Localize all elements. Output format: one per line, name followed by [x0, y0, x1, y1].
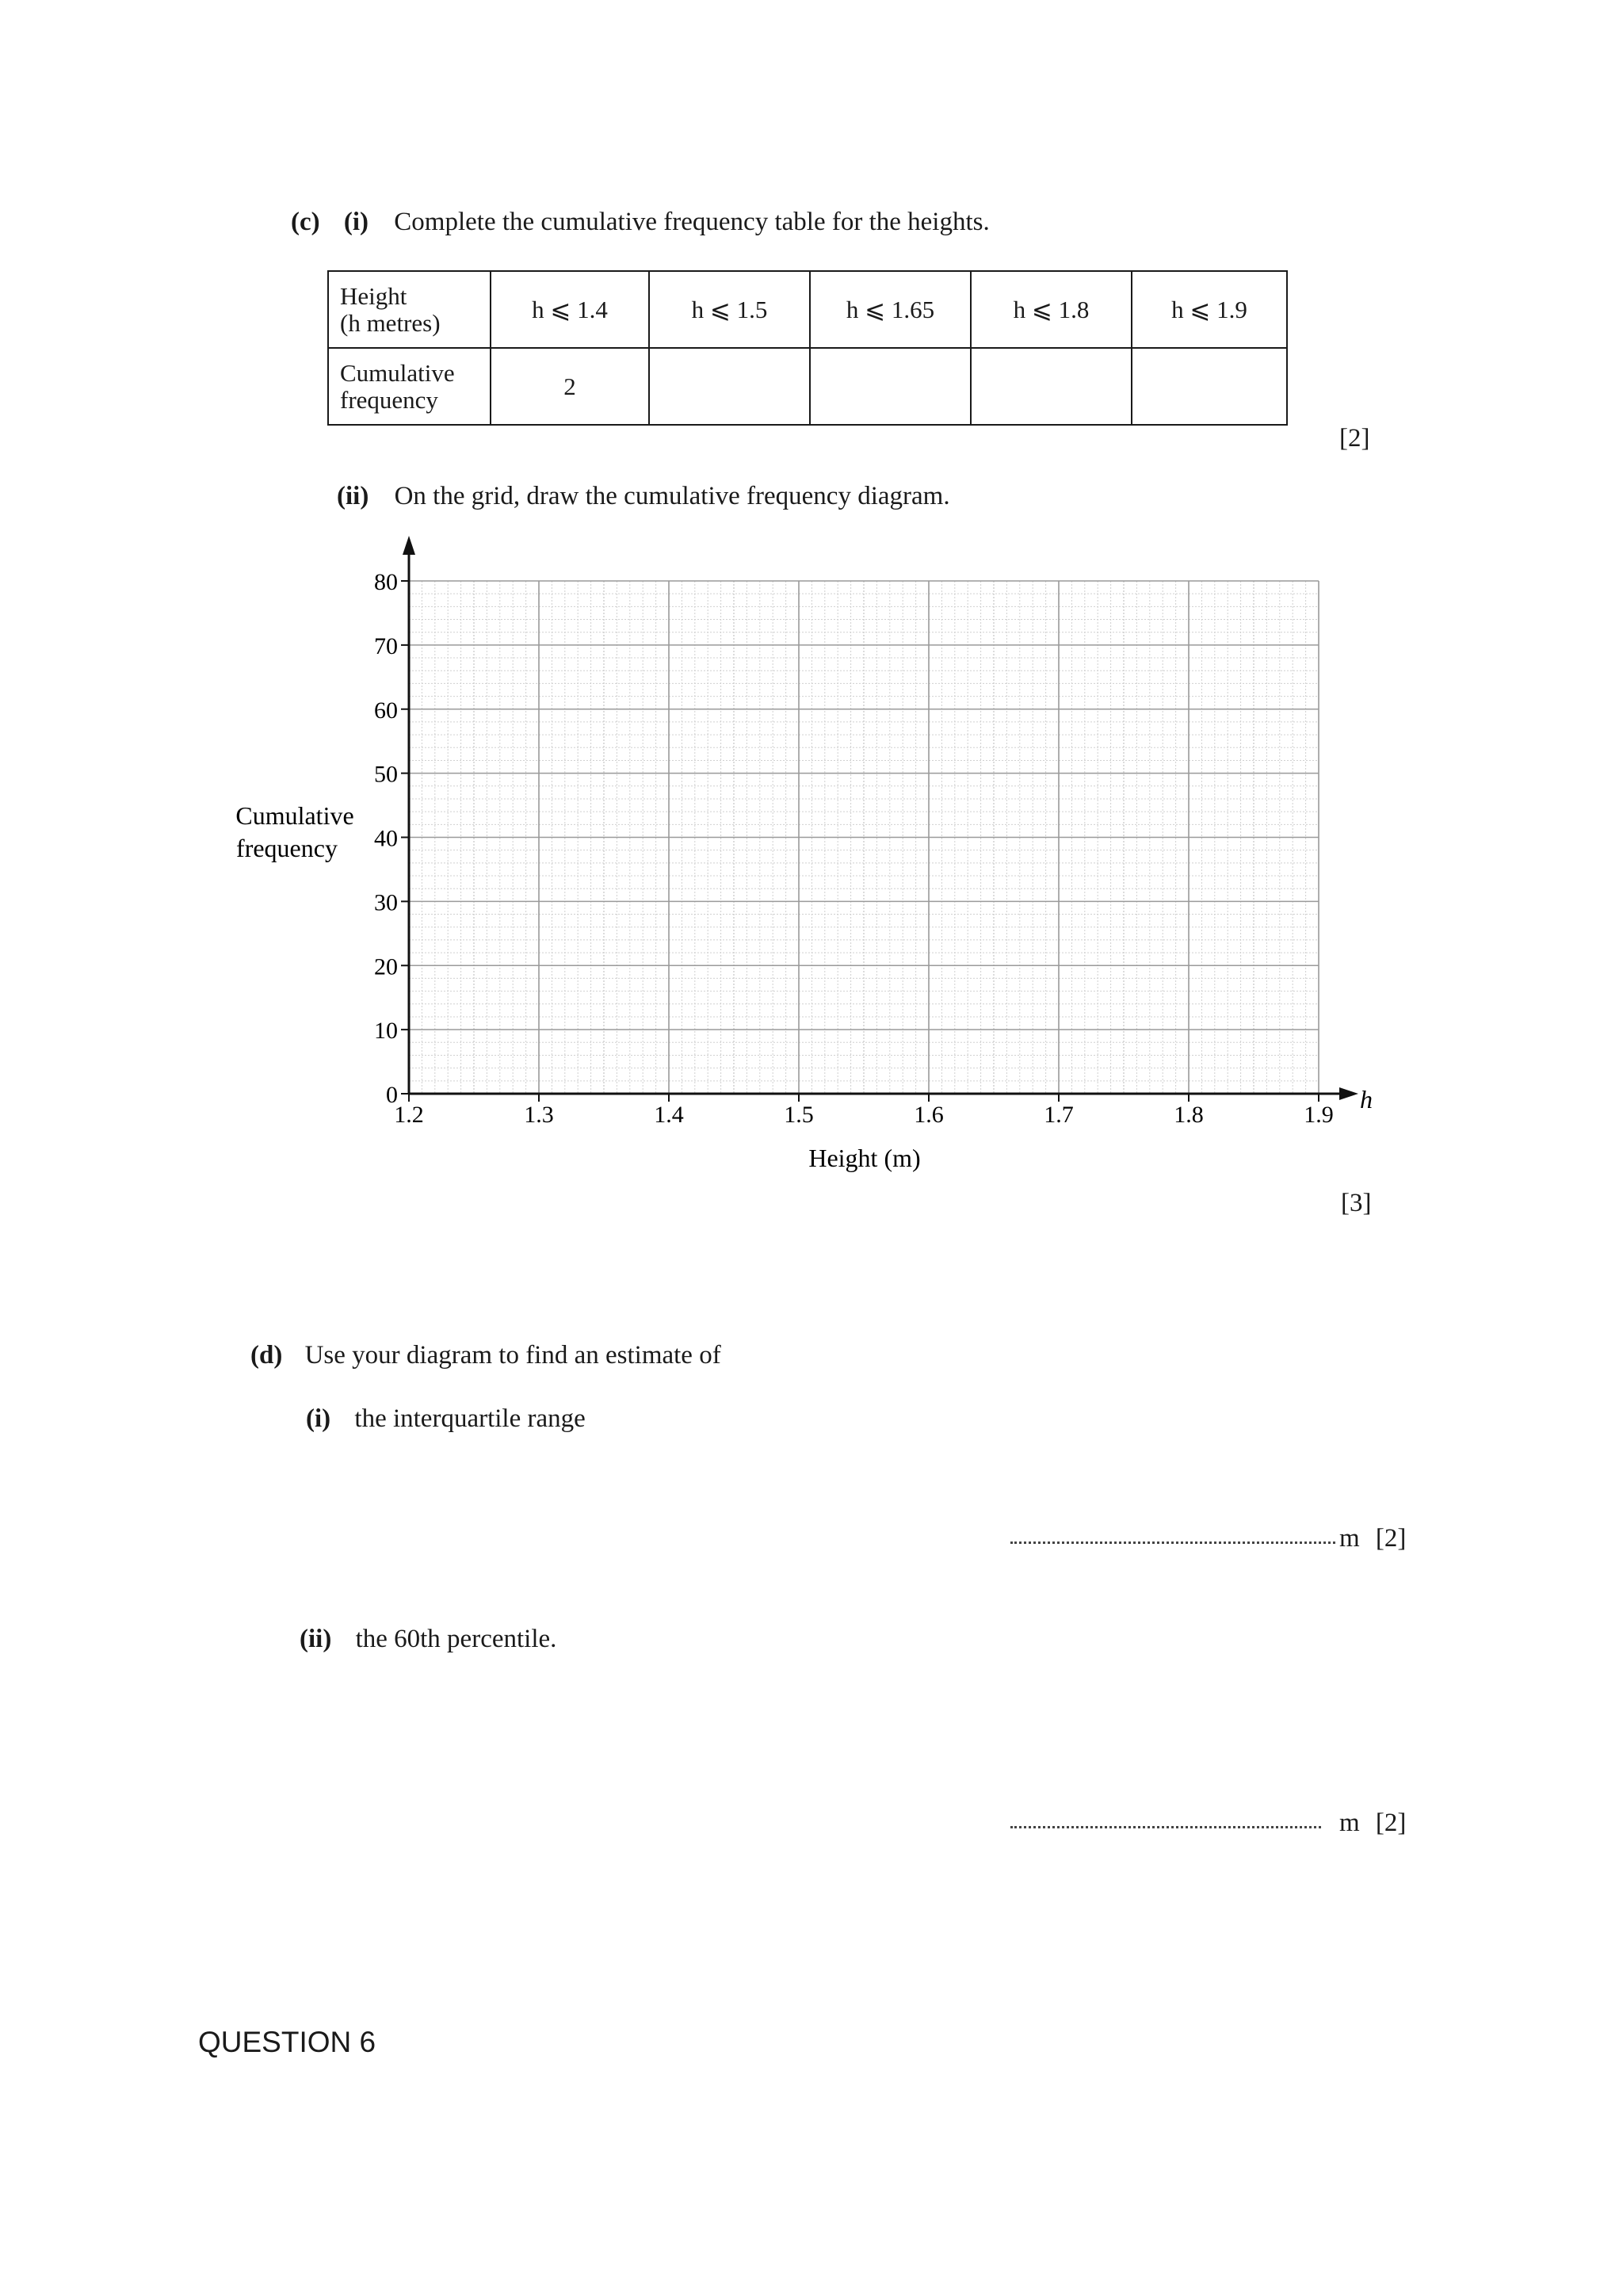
table-header-cell: h ⩽ 1.65	[810, 271, 971, 348]
part-d-ii-question	[300, 1625, 556, 1654]
table-header-cell: h ⩽ 1.4	[491, 271, 649, 348]
y-tick-label: 80	[374, 569, 398, 595]
y-tick-label: 10	[374, 1018, 398, 1045]
x-axis-label: Height (m)	[808, 1144, 921, 1172]
x-tick-label: 1.3	[524, 1102, 554, 1128]
part-d-ii-answer-line[interactable]	[1010, 1824, 1321, 1828]
part-c-label: (c)	[291, 208, 320, 236]
part-c-i-label: (i)	[343, 208, 369, 236]
y-tick-label: 30	[374, 889, 398, 916]
y-tick-label: 70	[374, 632, 398, 659]
part-d-i-unit-marks	[1339, 1524, 1406, 1553]
y-tick-label: 50	[374, 761, 398, 788]
table-header-cell: h ⩽ 1.9	[1132, 271, 1287, 348]
question-label: QUESTION 6	[198, 2026, 376, 2058]
part-c-ii-label: (ii)	[337, 482, 369, 510]
part-c-i-marks: [2]	[1339, 424, 1370, 453]
y-tick-label: 60	[374, 697, 398, 724]
x-tick-label: 1.9	[1304, 1102, 1334, 1128]
cf-header-line1: Cumulative	[340, 358, 455, 387]
part-d-ii-text: the 60th percentile.	[355, 1625, 557, 1653]
y-ticks	[374, 569, 409, 1108]
x-axis-symbol: h	[1360, 1085, 1373, 1114]
part-d-i-question	[306, 1404, 586, 1434]
x-tick-label: 1.7	[1044, 1102, 1074, 1128]
table-header-cell: h ⩽ 1.5	[649, 271, 810, 348]
y-axis-label-line2: frequency	[236, 834, 338, 862]
part-c-ii-marks: [3]	[1341, 1189, 1372, 1217]
x-axis-arrow	[1339, 1087, 1358, 1100]
y-tick-label: 0	[386, 1082, 398, 1108]
x-ticks	[394, 1094, 1334, 1128]
x-tick-label: 1.2	[394, 1102, 424, 1128]
part-d-ii-unit-marks	[1339, 1809, 1406, 1838]
height-header-line1: Height	[340, 281, 407, 310]
part-d-instruction: Use your diagram to find an estimate of	[304, 1341, 721, 1370]
part-d-ii-label: (ii)	[300, 1625, 332, 1653]
part-d-i-answer-line[interactable]	[1010, 1540, 1335, 1544]
y-axis-arrow	[403, 536, 415, 555]
cf-header-line2: frequency	[340, 385, 438, 414]
part-d-label: (d)	[250, 1341, 283, 1370]
x-tick-label: 1.4	[654, 1102, 684, 1128]
x-tick-label: 1.8	[1174, 1102, 1204, 1128]
y-tick-label: 20	[374, 953, 398, 980]
part-d-i-label: (i)	[306, 1404, 331, 1433]
table-header-cell: h ⩽ 1.8	[971, 271, 1132, 348]
part-d-i-unit: m	[1339, 1524, 1360, 1553]
part-c-i-instruction: Complete the cumulative frequency table for the heights.	[394, 208, 990, 236]
part-d-i-text: the interquartile range	[354, 1404, 586, 1433]
height-header-line2: (h metres)	[340, 308, 441, 337]
part-d-ii-marks: [2]	[1375, 1809, 1407, 1837]
table-value-cell[interactable]: 2	[491, 348, 649, 425]
part-d-i-marks: [2]	[1375, 1524, 1407, 1553]
x-tick-label: 1.5	[784, 1102, 814, 1128]
part-c-ii-instruction: On the grid, draw the cumulative frequency diagram.	[394, 482, 950, 510]
part-d-ii-unit: m	[1339, 1809, 1360, 1837]
y-tick-label: 40	[374, 825, 398, 852]
y-axis-label-line1: Cumulative	[235, 801, 354, 830]
part-d-heading	[250, 1341, 721, 1370]
x-tick-label: 1.6	[914, 1102, 944, 1128]
